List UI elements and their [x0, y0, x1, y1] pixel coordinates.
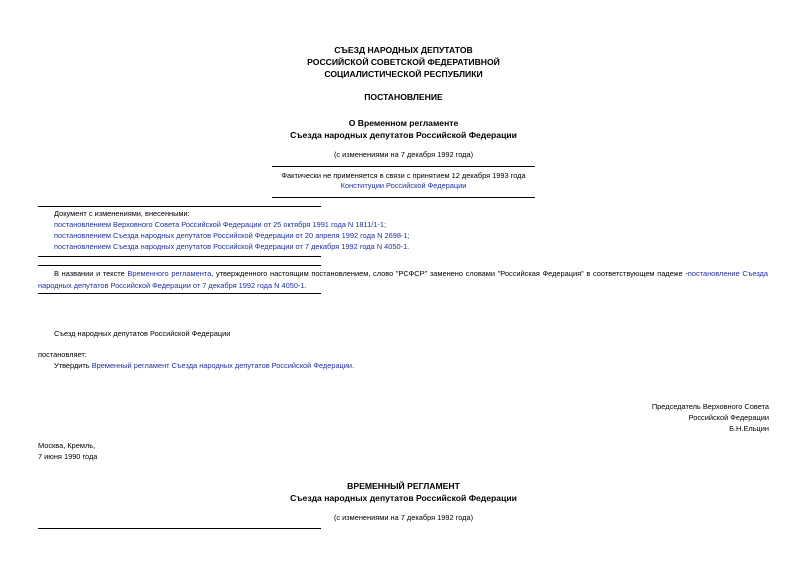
notice-text: Фактически не применяется в связи с принятием 12 декабря 1993 года [281, 171, 526, 180]
header-line-1: СЪЕЗД НАРОДНЫХ ДЕПУТАТОВ [334, 45, 473, 55]
regulation-title-line-2: Съезда народных депутатов Российской Федерации [290, 493, 517, 503]
signature-block [652, 402, 769, 433]
notice-link-row [0, 181, 807, 190]
approve-prefix: Утвердить [54, 361, 92, 370]
amendment-date: (с изменениями на 7 декабря 1992 года) [333, 150, 474, 159]
resolves-text: постановляет: [38, 350, 87, 359]
signature-name: Б.Н.Ельцин [729, 423, 769, 433]
signature-position: Председатель Верховного Совета [651, 402, 769, 411]
document-title-line-1: О Временном регламенте [348, 118, 459, 128]
constitution-link[interactable]: Конституции Российской Федерации [340, 181, 467, 190]
header-line-3: СОЦИАЛИСТИЧЕСКОЙ РЕСПУБЛИКИ [324, 69, 483, 79]
change-link-3[interactable]: постановлением Съезда народных депутатов Российской Федерации от 7 декабря 1992 года N 4050-1. [54, 242, 410, 251]
note-text-3: . [304, 280, 307, 290]
note-text-1: В названии и тексте [54, 269, 128, 278]
resolution-4050-link[interactable]: постановление Съезда народных депутатов Российской Федерации от 7 декабря 1992 года N 4050-1 [38, 269, 768, 290]
changes-middle-rule [38, 256, 321, 257]
renaming-note [38, 268, 768, 291]
regulation-amendment-date: (с изменениями на 7 декабря 1992 года) [333, 513, 474, 522]
signature-country: Российской Федерации [688, 412, 769, 422]
change-link-2[interactable]: постановлением Съезда народных депутатов Российской Федерации от 20 апреля 1992 года N 2698-1; [54, 231, 410, 240]
document-type: ПОСТАНОВЛЕНИЕ [364, 92, 443, 102]
congress-text: Съезд народных депутатов Российской Федерации [54, 329, 231, 338]
notice-bottom-rule [272, 197, 535, 198]
note-text-2: , утвержденного настоящим постановлением, слово "РСФСР" заменено словами "Российская Федерация" в соответствующем падеже - [211, 269, 688, 278]
document-title-line-2: Съезда народных депутатов Российской Федерации [290, 130, 517, 140]
date-text: 7 июня 1990 года [38, 452, 98, 461]
regulation-link[interactable]: Временного регламента [127, 269, 212, 278]
changes-intro: Документ с изменениями, внесенными: [54, 209, 190, 218]
note-bottom-rule [38, 293, 321, 294]
place-text: Москва, Кремль, [38, 441, 96, 450]
header-line-2: РОССИЙСКОЙ СОВЕТСКОЙ ФЕДЕРАТИВНОЙ [307, 57, 500, 67]
regulation-rule [38, 528, 321, 529]
approve-suffix: . [352, 361, 355, 370]
changes-top-rule [38, 206, 321, 207]
change-link-1[interactable]: постановлением Верховного Совета Российской Федерации от 25 октября 1991 года N 1811/1-1; [54, 220, 387, 229]
temporary-regulation-link[interactable]: Временный регламент Съезда народных депутатов Российской Федерации [91, 361, 353, 370]
approve-paragraph [54, 361, 354, 370]
notice-top-rule [272, 166, 535, 167]
regulation-title-line-1: ВРЕМЕННЫЙ РЕГЛАМЕНТ [347, 481, 460, 491]
note-top-rule [38, 265, 321, 266]
